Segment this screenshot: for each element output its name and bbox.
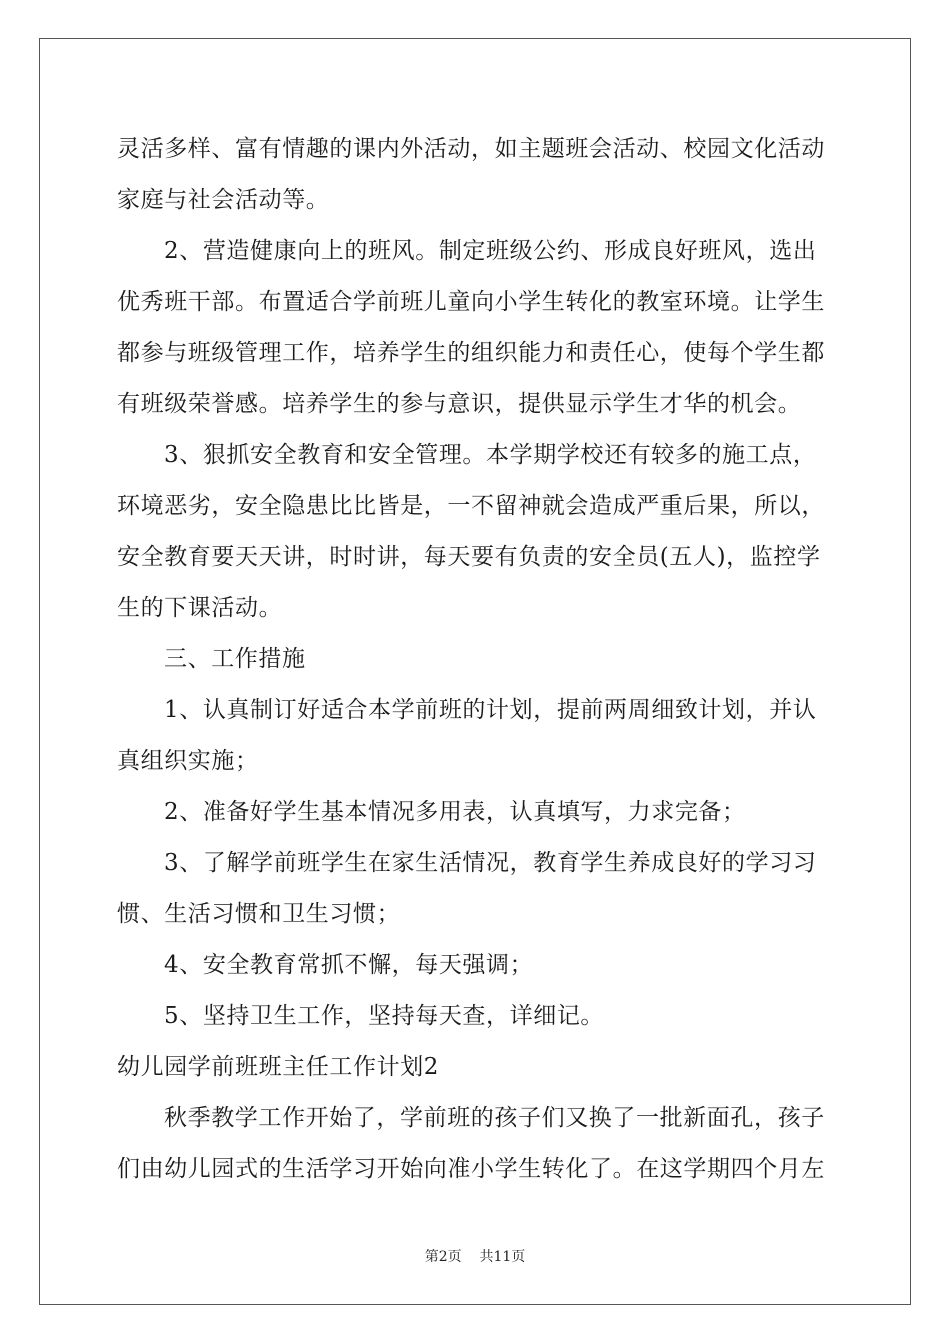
- text-line: 生的下课活动。: [117, 595, 283, 621]
- text-line: 4、安全教育常抓不懈，每天强调；: [164, 952, 534, 978]
- text-line: 们由幼儿园式的生活学习开始向准小学生转化了。在这学期四个月左: [117, 1156, 825, 1182]
- text-line: 优秀班干部。布置适合学前班儿童向小学生转化的教室环境。让学生: [117, 289, 825, 315]
- text-line: 3、了解学前班学生在家生活情况，教育学生养成良好的学习习: [164, 850, 817, 876]
- text-line: 惯、生活习惯和卫生习惯；: [117, 901, 401, 927]
- page-total: 共11页: [479, 1249, 526, 1265]
- page-footer: [0, 1246, 950, 1266]
- text-line: 秋季教学工作开始了，学前班的孩子们又换了一批新面孔，孩子: [164, 1105, 825, 1131]
- text-line: 3、狠抓安全教育和安全管理。本学期学校还有较多的施工点，: [164, 442, 817, 468]
- text-line: 1、认真制订好适合本学前班的计划，提前两周细致计划，并认: [164, 697, 817, 723]
- text-line: 2、准备好学生基本情况多用表，认真填写，力求完备；: [164, 799, 746, 825]
- text-line: 2、营造健康向上的班风。制定班级公约、形成良好班风，选出: [164, 238, 817, 264]
- text-line: 家庭与社会活动等。: [117, 187, 330, 213]
- text-line: 三、工作措施: [164, 646, 306, 672]
- text-line: 安全教育要天天讲，时时讲，每天要有负责的安全员(五人)，监控学: [117, 544, 821, 570]
- text-line: 环境恶劣，安全隐患比比皆是，一不留神就会造成严重后果，所以，: [117, 493, 825, 519]
- text-line: 幼儿园学前班班主任工作计划2: [117, 1054, 440, 1080]
- document-body: [117, 124, 833, 1195]
- text-line: 5、坚持卫生工作，坚持每天查，详细记。: [164, 1003, 605, 1029]
- text-line: 都参与班级管理工作，培养学生的组织能力和责任心，使每个学生都: [117, 340, 825, 366]
- text-line: 灵活多样、富有情趣的课内外活动，如主题班会活动、校园文化活动: [117, 136, 825, 162]
- text-line: 真组织实施；: [117, 748, 259, 774]
- text-line: 有班级荣誉感。培养学生的参与意识，提供显示学生才华的机会。: [117, 391, 802, 417]
- page-number: 第2页: [424, 1249, 462, 1265]
